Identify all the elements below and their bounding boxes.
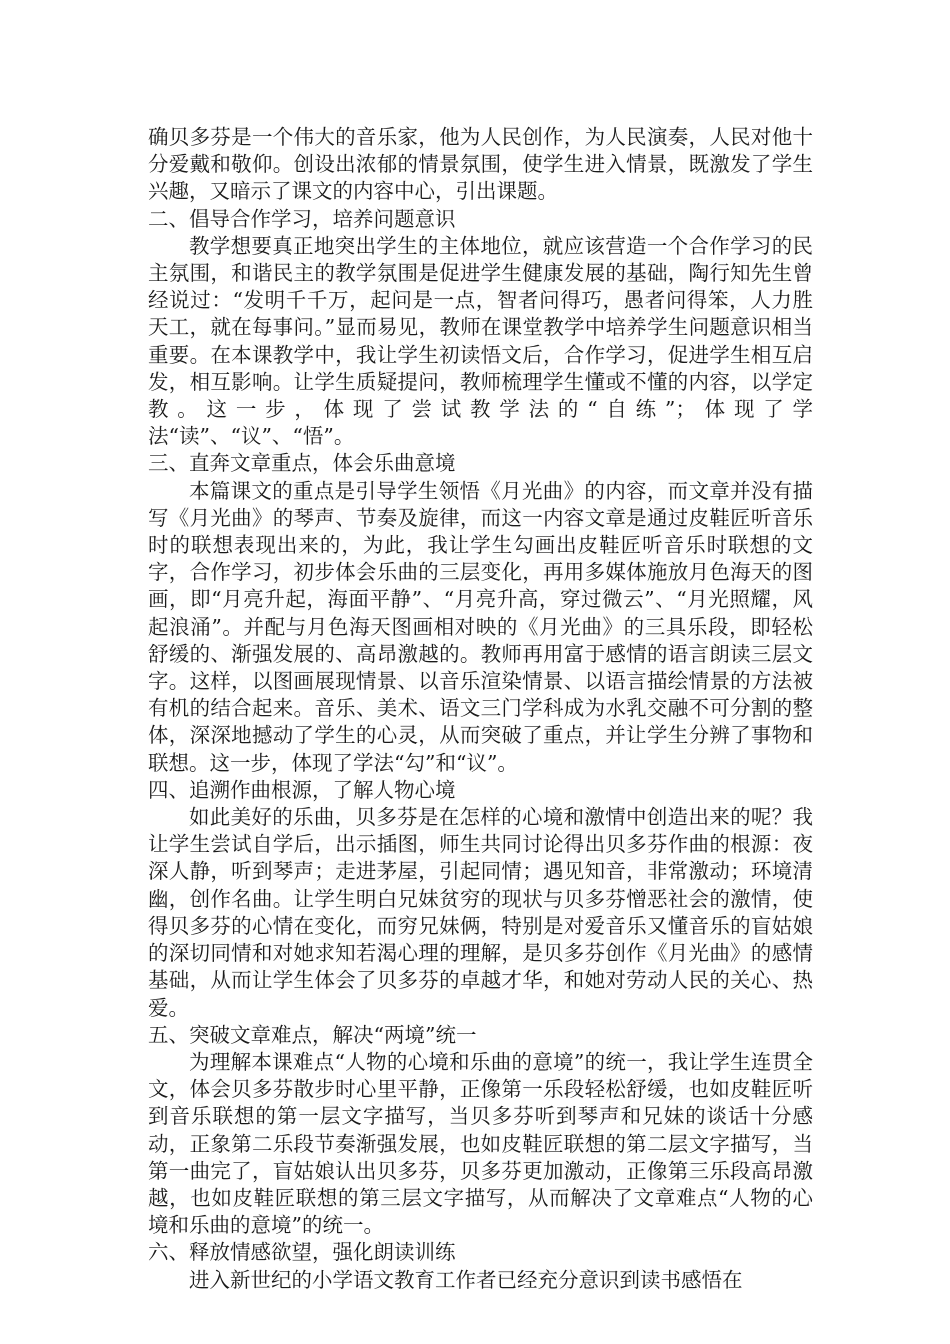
document-page: [148, 124, 813, 1294]
section-paragraph-3: 本篇课文的重点是引导学生领悟《月光曲》的内容，而文章并没有描写《月光曲》的琴声、节奏及旋律，而这一内容文章是通过皮鞋匠听音乐时的联想表现出来的，为此，我让学生勾画出皮鞋匠听音乐时联想的文字，合作学习，初步体会乐曲的三层变化，再用多媒体施放月色海天的图画，即“月亮升起，海面平静”、“月亮升高，穿过微云”、“月光照耀，风起浪涌”。并配与月色海天图画相对映的《月光曲》的三具乐段，即轻松舒缓的、渐强发展的、高昂激越的。教师再用富于感情的语言朗读三层文字。这样，以图画展现情景、以音乐渲染情景、以语言描绘情景的方法被有机的结合起来。音乐、美术、语文三门学科成为水乳交融不可分割的整体，深深地撼动了学生的心灵，从而突破了重点，并让学生分辨了事物和联想。这一步，体现了学法“勾”和“议”。: [148, 478, 813, 775]
section-paragraph-6: 进入新世纪的小学语文教育工作者已经充分意识到读书感悟在: [189, 1267, 743, 1292]
section-paragraph-4: 如此美好的乐曲，贝多芬是在怎样的心境和激情中创造出来的呢？我让学生尝试自学后，出示插图，师生共同讨论得出贝多芬作曲的根源：夜深人静，听到琴声；走进茅屋，引起同情；遇见知音，非常激动；环境清幽，创作名曲。让学生明白兄妹贫穷的现状与贝多芬憎恶社会的激情，使得贝多芬的心情在变化，而穷兄妹俩，特别是对爱音乐又懂音乐的盲姑娘的深切同情和对她求知若渴心理的理解，是贝多芬创作《月光曲》的感情基础，从而让学生体会了贝多芬的卓越才华，和她对劳动人民的关心、热爱。: [148, 805, 813, 1020]
section-heading-6: 六、释放情感欲望，强化朗读训练: [148, 1240, 456, 1265]
section-heading-5: 五、突破文章难点，解决“两境”统一: [148, 1022, 477, 1047]
section-heading-4: 四、追溯作曲根源，了解人物心境: [148, 777, 456, 802]
section-paragraph-2: 教学想要真正地突出学生的主体地位，就应该营造一个合作学习的民主氛围，和谐民主的教学氛围是促进学生健康发展的基础，陶行知先生曾经说过：“发明千千万，起问是一点，智者问得巧，愚者问得笨，人力胜天工，就在每事问。”显而易见，教师在课堂教学中培养学生问题意识相当重要。在本课教学中，我让学生初读悟文后，合作学习，促进学生相互启发，相互影响。让学生质疑提问，教师梳理学生懂或不懂的内容，以学定教。这一步，体现了尝试教学法的“自练”；体现了学法“读”、“议”、“悟”。: [148, 233, 813, 449]
section-heading-2: 二、倡导合作学习，培养问题意识: [148, 206, 456, 231]
section-heading-3: 三、直奔文章重点，体会乐曲意境: [148, 451, 456, 476]
intro-paragraph: 确贝多芬是一个伟大的音乐家，他为人民创作，为人民演奏，人民对他十分爱戴和敬仰。创设出浓郁的情景氛围，使学生进入情景，既激发了学生兴趣，又暗示了课文的内容中心，引出课题。: [148, 125, 813, 204]
section-paragraph-5: 为理解本课难点“人物的心境和乐曲的意境”的统一，我让学生连贯全文，体会贝多芬散步时心里平静，正像第一乐段轻松舒缓，也如皮鞋匠听到音乐联想的第一层文字描写，当贝多芬听到琴声和兄妹的谈话十分感动，正象第二乐段节奏渐强发展，也如皮鞋匠联想的第二层文字描写，当第一曲完了，盲姑娘认出贝多芬，贝多芬更加激动，正像第三乐段高昂激越，也如皮鞋匠联想的第三层文字描写，从而解决了文章难点“人物的心境和乐曲的意境”的统一。: [148, 1049, 813, 1238]
